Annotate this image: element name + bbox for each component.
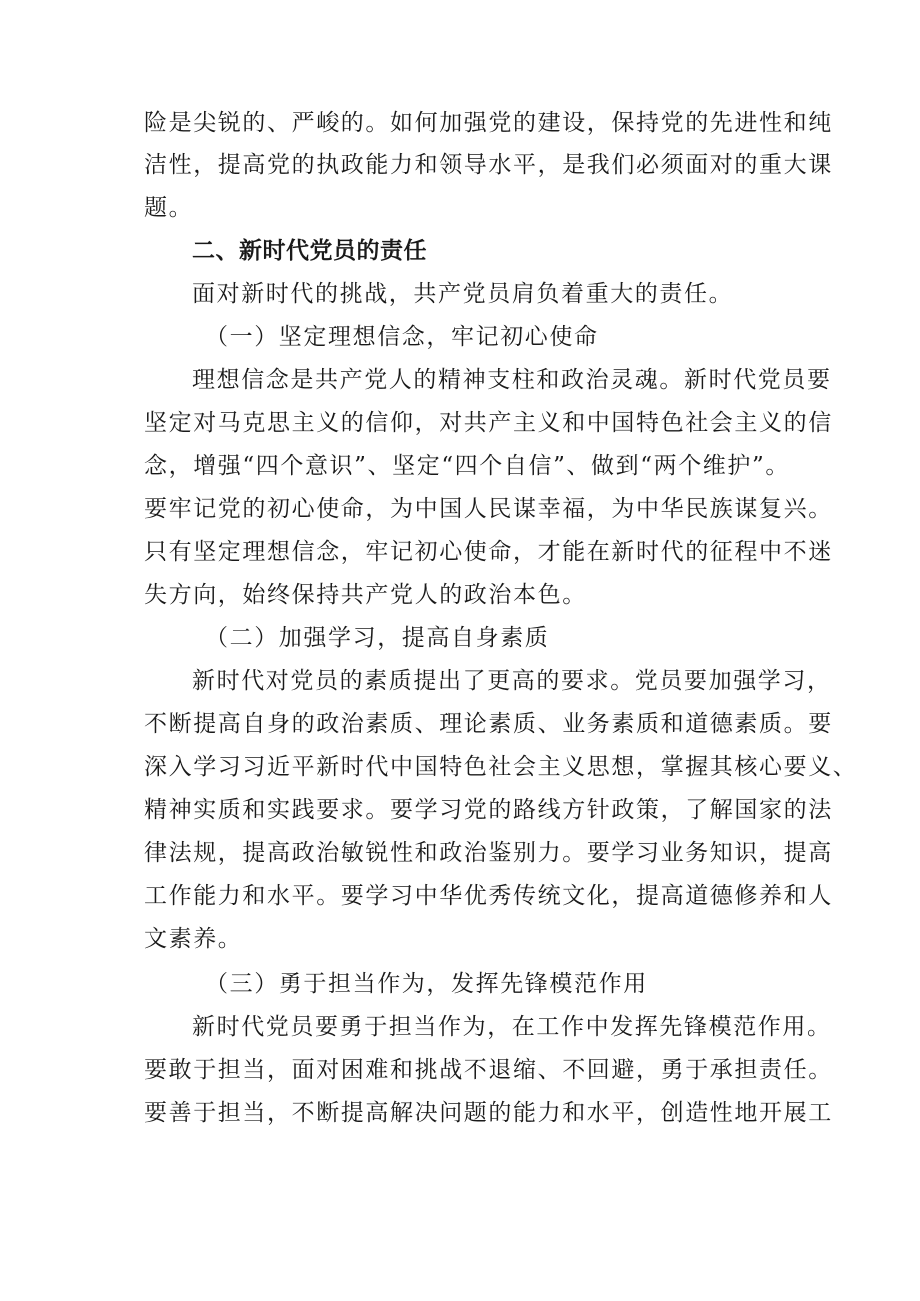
paragraph-line: 坚定对马克思主义的信仰，对共产主义和中国特色社会主义的信 [144,410,833,436]
paragraph-line: 不断提高自身的政治素质、理论素质、业务素质和道德素质。要 [144,711,833,737]
paragraph-line: 新时代对党员的素质提出了更高的要求。党员要加强学习， [192,668,832,694]
paragraph-line: 新时代党员要勇于担当作为，在工作中发挥先锋模范作用。 [192,1014,832,1040]
paragraph-line: 题。 [144,195,194,221]
paragraph-line: 要敢于担当，面对困难和挑战不退缩、不回避，勇于承担责任。 [144,1057,833,1083]
paragraph-line: 深入学习习近平新时代中国特色社会主义思想，掌握其核心要义、 [144,754,858,780]
paragraph-line: 工作能力和水平。要学习中华优秀传统文化，提高道德修养和人 [144,883,833,909]
subheading-line: （二）加强学习，提高自身素质 [205,625,550,651]
paragraph-line: 文素养。 [144,926,243,952]
paragraph-line: 律法规，提高政治敏锐性和政治鉴别力。要学习业务知识，提高 [144,840,833,866]
paragraph-line: 精神实质和实践要求。要学习党的路线方针政策，了解国家的法 [144,797,833,823]
paragraph-line: 失方向，始终保持共产党人的政治本色。 [144,582,587,608]
paragraph-line: 要牢记党的初心使命，为中国人民谋幸福，为中华民族谋复兴。 [144,496,833,522]
paragraph-line: 险是尖锐的、严峻的。如何加强党的建设，保持党的先进性和纯 [144,110,833,136]
paragraph-line: 念，增强“四个意识”、坚定“四个自信”、做到“两个维护”。 [144,453,790,479]
paragraph-line: 面对新时代的挑战，共产党员肩负着重大的责任。 [192,281,734,307]
paragraph-line: 要善于担当，不断提高解决问题的能力和水平，创造性地开展工 [144,1100,833,1126]
paragraph-line: 只有坚定理想信念，牢记初心使命，才能在新时代的征程中不迷 [144,539,833,565]
paragraph-line: 理想信念是共产党人的精神支柱和政治灵魂。新时代党员要 [192,367,832,393]
paragraph-line: 洁性，提高党的执政能力和领导水平，是我们必须面对的重大课 [144,152,833,178]
subheading-line: （一）坚定理想信念，牢记初心使命 [205,324,599,350]
subheading-line: （三）勇于担当作为，发挥先锋模范作用 [205,971,648,997]
section-heading: 二、新时代党员的责任 [192,238,427,264]
